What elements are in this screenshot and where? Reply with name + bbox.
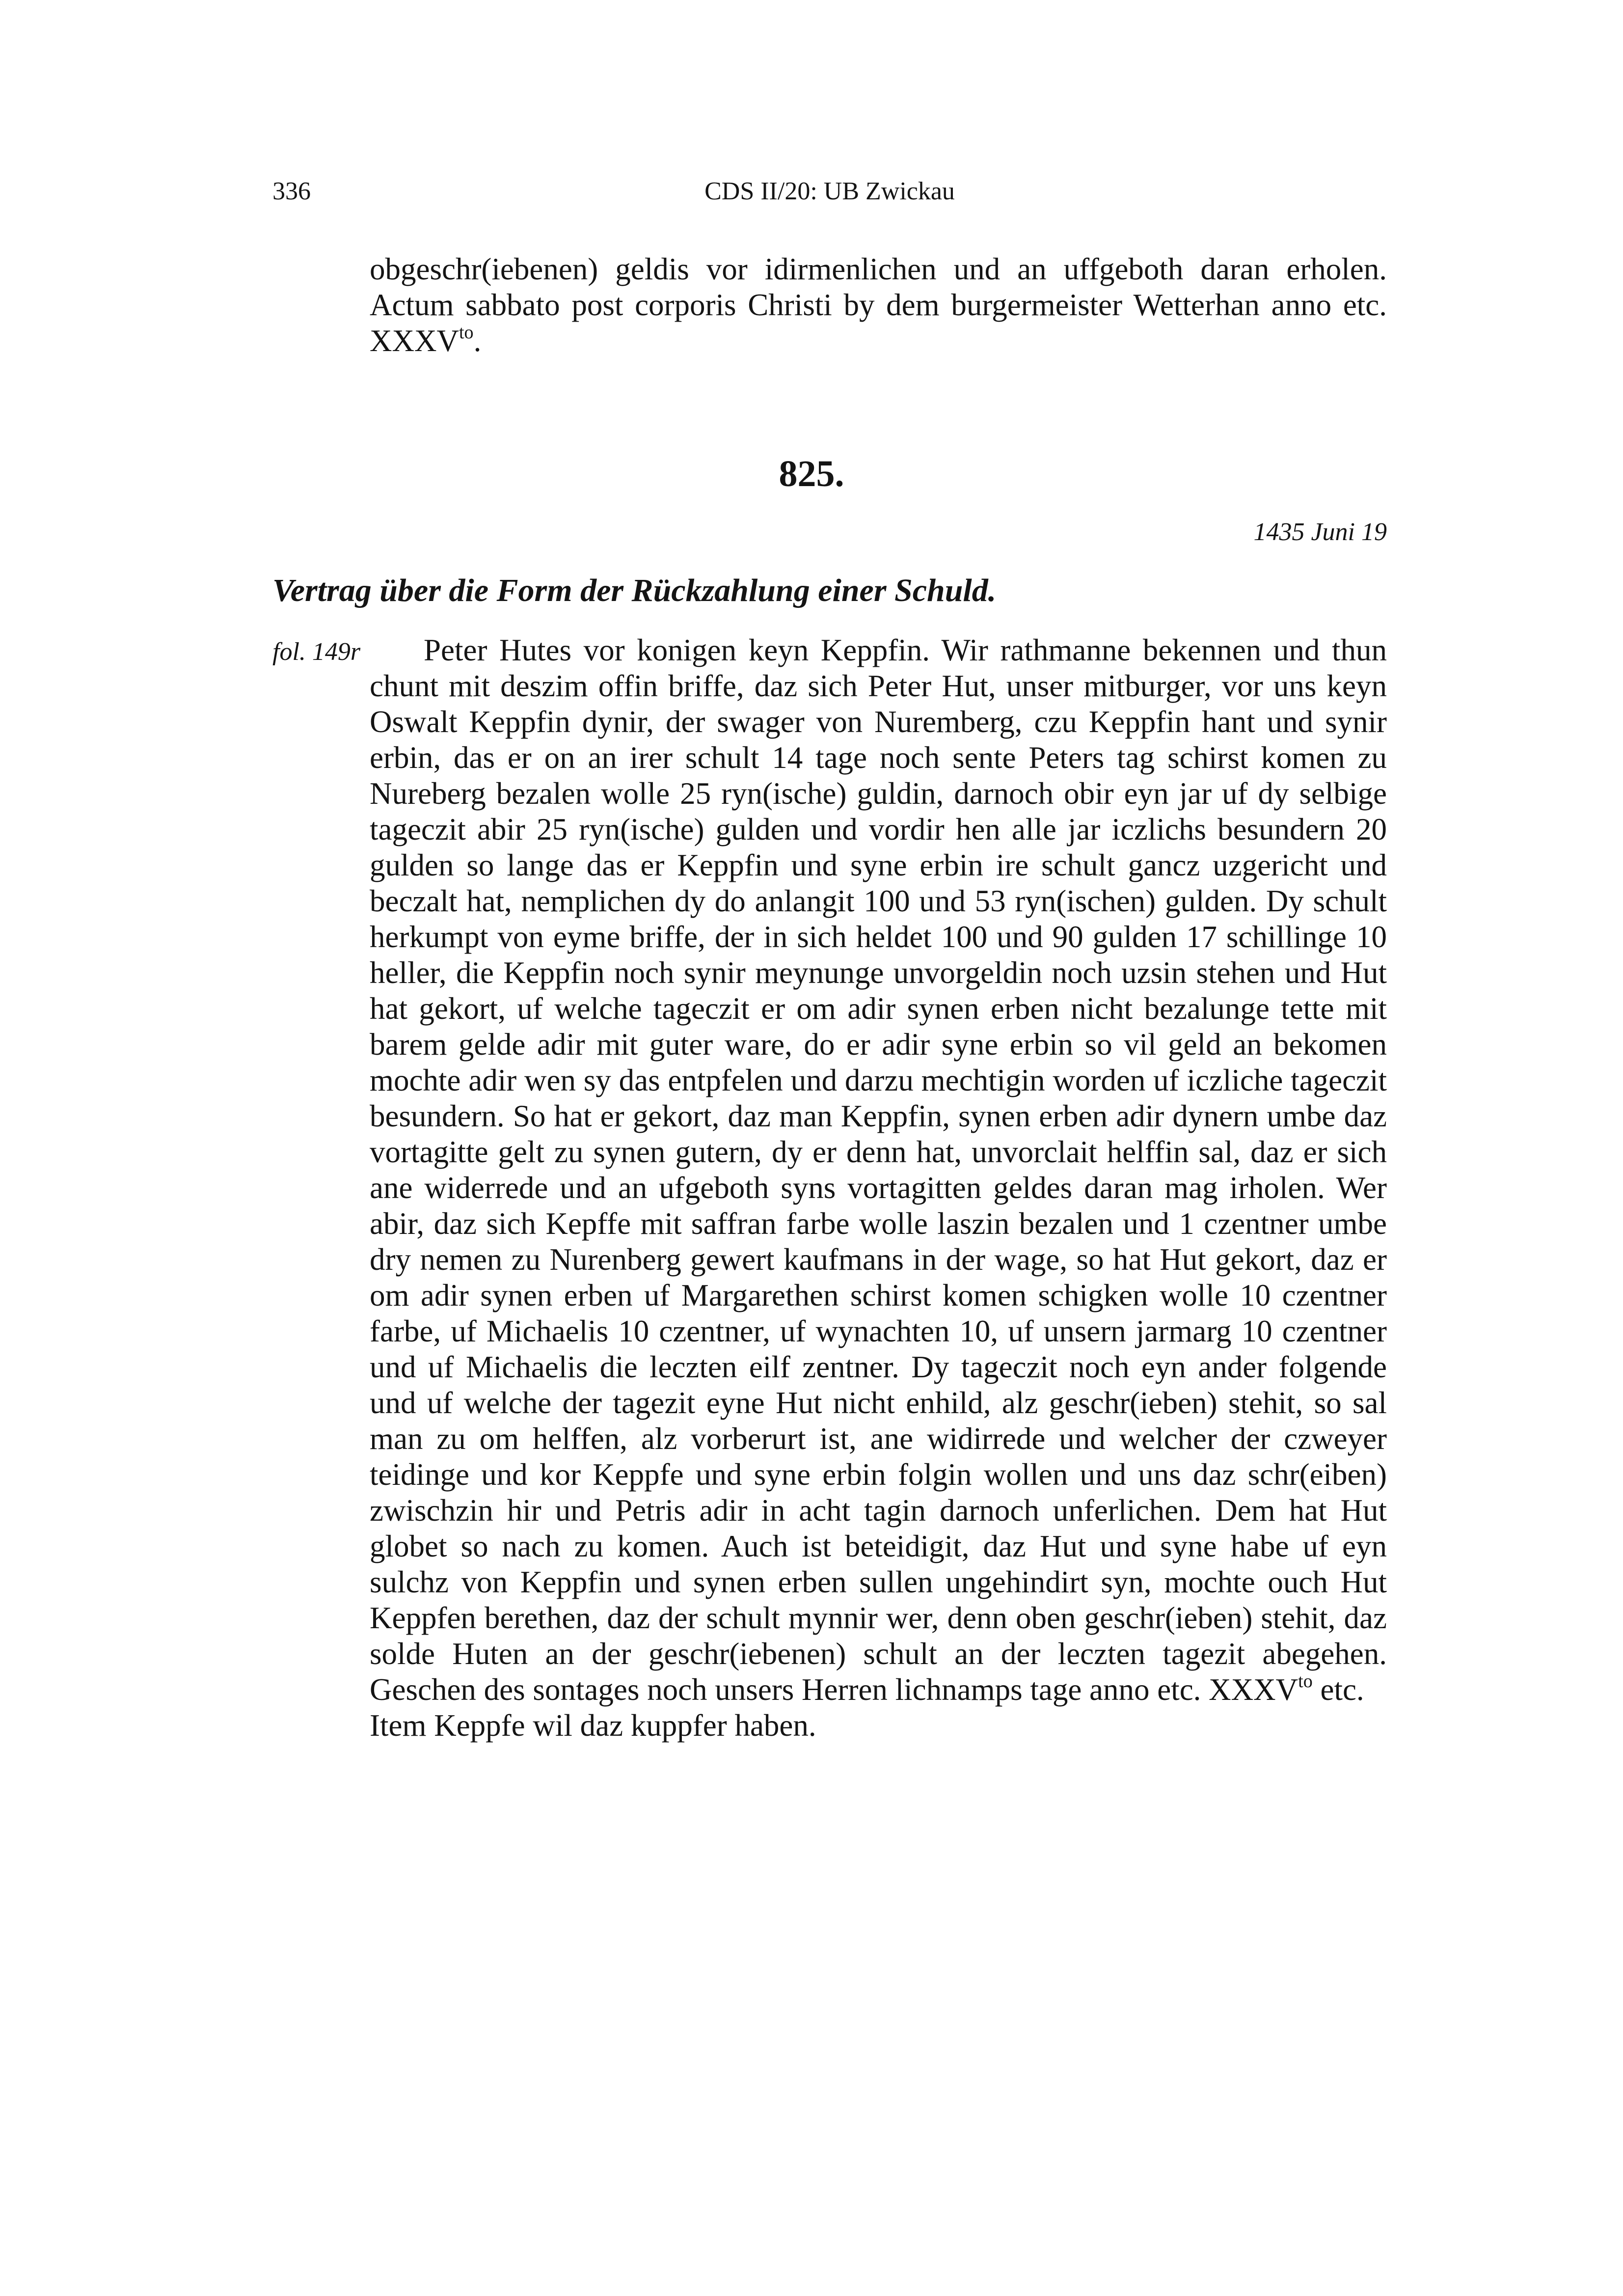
- continuation-sup: to: [459, 322, 474, 343]
- folio-marker: fol. 149r: [272, 638, 361, 666]
- document-text-sup: to: [1298, 1671, 1313, 1692]
- document-text: [370, 632, 1387, 1744]
- regest-heading: Vertrag über die Form der Rückzahlung einer Schuld.: [272, 573, 997, 608]
- document-paragraph: [370, 632, 1387, 1708]
- document-number: 825.: [779, 453, 844, 494]
- document-text-tail: etc.: [1312, 1672, 1364, 1707]
- document-text-main: Peter Hutes vor konigen keyn Keppfin. Wir rathmanne bekennen und thun chunt mit deszim offin briffe, daz sich Peter Hut, unser mitburger, vor uns keyn Oswalt Keppfin dynir, der swager von Nuremberg, czu Keppfin hant und synir erbin, das er on an irer schult 14 tage noch sente Peters tag schirst komen zu Nureberg bezalen wolle 25 ryn(ische) guldin, darnoch obir eyn jar uf dy selbige tageczit abir 25 ryn(ische) gulden und vordir hen alle jar iczlichs besundern 20 gulden so lange das er Keppfin und syne erbin ire schult gancz uzgericht und beczalt hat, nemplichen dy do anlangit 100 und 53 ryn(ischen) gulden. Dy schult herkumpt von eyme briffe, der in sich heldet 100 und 90 gulden 17 schillinge 10 heller, die Keppfin noch synir meynunge unvorgeldin noch uzsin stehen und Hut hat gekort, uf welche tageczit er om adir synen erben nicht bezalunge tette mit barem gelde adir mit guter ware, do er adir syne erbin so vil geld an bekomen mochte adir wen sy das entpfelen und darzu mechtigin worden uf iczliche tageczit besundern. So hat er gekort, daz man Keppfin, synen erben adir dynern umbe daz vortagitte gelt zu synen gutern, dy er denn hat, unvorclait helffin sal, daz er sich ane widerrede und an ufgeboth syns vortagitten geldes daran mag irholen. Wer abir, daz sich Kepffe mit saffran farbe wolle laszin bezalen und 1 czentner umbe dry nemen zu Nurenberg gewert kaufmans in der wage, so hat Hut gekort, daz er om adir synen erben uf Margarethen schirst komen schigken wolle 10 czentner farbe, uf Michaelis 10 czentner, uf wynachten 10, uf unsern jarmarg 10 czentner und uf Michaelis die leczten eilf zentner. Dy tageczit noch eyn ander folgende und uf welche der tagezit eyne Hut nicht enhild, alz geschr(ieben) stehit, so sal man zu om helffen, alz vorberurt ist, ane widirrede und welcher der czweyer teidinge und kor Keppfe und syne erbin folgin wollen und uns daz schr(eiben) zwischzin hir und Petris adir in acht tagin darnoch unferlichen. Dem hat Hut globet so nach zu komen. Auch ist beteidigit, daz Hut und syne habe uf eyn sulchz von Keppfin und synen erben sullen ungehindirt syn, mochte ouch Hut Keppfen berethen, daz der schult mynnir wer, denn oben geschr(ieben) stehit, daz solde Huten an der geschr(iebenen) schult an der leczten tagezit abegehen. Geschen des sontages noch unsers Herren lichnamps tage anno etc. XXXV: [370, 633, 1387, 1707]
- page-number: 336: [272, 177, 311, 205]
- volume-title: CDS II/20: UB Zwickau: [704, 177, 955, 205]
- running-head: [272, 177, 1387, 216]
- continuation-tail: .: [473, 324, 482, 358]
- continuation-main: obgeschr(iebenen) geldis vor idirmenlichen und an uffgeboth daran erholen. Actum sabbato post corporis Christi by dem burgermeister Wetterhan anno etc. XXXV: [370, 252, 1387, 358]
- continuation-text: [370, 251, 1387, 359]
- final-line: Item Keppfe wil daz kuppfer haben.: [370, 1708, 816, 1743]
- document-date: 1435 Juni 19: [1253, 518, 1387, 546]
- continuation-paragraph: [370, 251, 1387, 359]
